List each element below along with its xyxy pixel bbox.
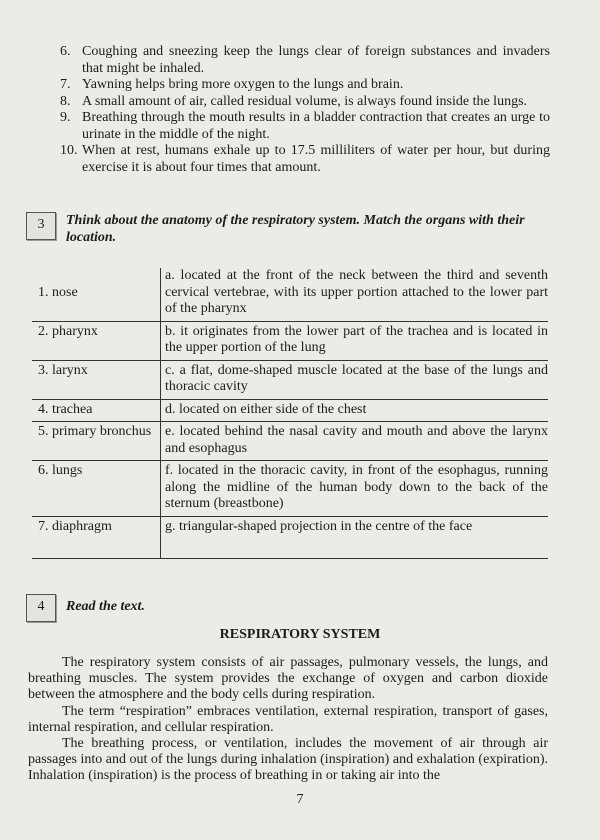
organ-cell: 1. nose xyxy=(32,268,161,321)
table-row xyxy=(32,461,548,517)
task-number-box: 4 xyxy=(26,594,56,622)
item-text: A small amount of air, called residual volume, is always found inside the lungs. xyxy=(82,93,528,109)
item-number: 9. xyxy=(60,110,71,125)
organ-cell: 6. lungs xyxy=(32,461,161,517)
table-row xyxy=(32,399,548,422)
location-cell: e. located behind the nasal cavity and mouth and above the larynx and esophagus xyxy=(165,424,548,456)
list-item xyxy=(60,44,550,77)
article-paragraph: The term “respiration” embraces ventilation, external respiration, transport of gases, internal respiration, and cellular respiration. xyxy=(28,703,548,735)
organ-cell: 7. diaphragm xyxy=(32,516,161,558)
article-title: RESPIRATORY SYSTEM xyxy=(219,627,381,642)
item-text: Breathing through the mouth results in a bladder contraction that creates an urge to urinate in the middle of the night. xyxy=(82,110,550,142)
table-row xyxy=(32,360,548,399)
item-text: Yawning helps bring more oxygen to the lungs and brain. xyxy=(82,77,404,92)
task-number-box: 3 xyxy=(26,212,56,240)
location-cell: g. triangular-shaped projection in the centre of the face xyxy=(165,518,473,534)
list-item xyxy=(60,143,550,176)
article-body xyxy=(28,655,548,785)
organ-cell: 2. pharynx xyxy=(32,321,161,360)
item-number: 6. xyxy=(60,44,71,59)
matching-table xyxy=(32,268,548,559)
table-row xyxy=(32,268,548,321)
location-cell: d. located on either side of the chest xyxy=(165,401,367,417)
facts-list xyxy=(60,44,550,176)
task-3-header xyxy=(26,212,546,246)
table-row xyxy=(32,321,548,360)
item-number: 10. xyxy=(60,143,78,158)
table-row xyxy=(32,422,548,461)
location-cell: f. located in the thoracic cavity, in front of the esophagus, running along the midline of the human body down to the back of the sternum (breastbone) xyxy=(165,463,548,511)
list-item xyxy=(60,94,550,111)
organ-cell: 3. larynx xyxy=(32,360,161,399)
location-cell: b. it originates from the lower part of the trachea and is located in the upper portion of the lung xyxy=(165,323,548,355)
organ-cell: 4. trachea xyxy=(32,399,161,422)
item-text: Coughing and sneezing keep the lungs clear of foreign substances and invaders that might be inhaled. xyxy=(82,44,550,76)
item-text: When at rest, humans exhale up to 17.5 milliliters of water per hour, but during exercise it is about four times that amount. xyxy=(82,143,550,175)
task-instruction: Think about the anatomy of the respiratory system. Match the organs with their location. xyxy=(66,213,525,245)
list-item xyxy=(60,77,550,94)
location-cell: c. a flat, dome-shaped muscle located at the base of the lungs and thoracic cavity xyxy=(165,362,548,394)
task-4-header xyxy=(26,594,546,622)
location-cell: a. located at the front of the neck between the third and seventh cervical vertebrae, with its upper portion attached to the lower part of the pharynx xyxy=(165,268,548,316)
item-number: 8. xyxy=(60,93,71,109)
list-item xyxy=(60,110,550,143)
task-instruction: Read the text. xyxy=(66,599,145,614)
article-paragraph: The breathing process, or ventilation, includes the movement of air through air passages into and out of the lungs during inhalation (inspiration) and exhalation (expiration). Inhalation (inspiration) is the process of breathing in or taking air into the xyxy=(28,736,548,784)
table-row xyxy=(32,516,548,558)
organ-cell: 5. primary bronchus xyxy=(32,422,161,461)
article-paragraph: The respiratory system consists of air passages, pulmonary vessels, the lungs, and breathing muscles. The system provides the exchange of oxygen and carbon dioxide between the atmosphere and the body cells during respiration. xyxy=(28,655,548,703)
page-number: 7 xyxy=(296,792,304,807)
item-number: 7. xyxy=(60,77,71,92)
